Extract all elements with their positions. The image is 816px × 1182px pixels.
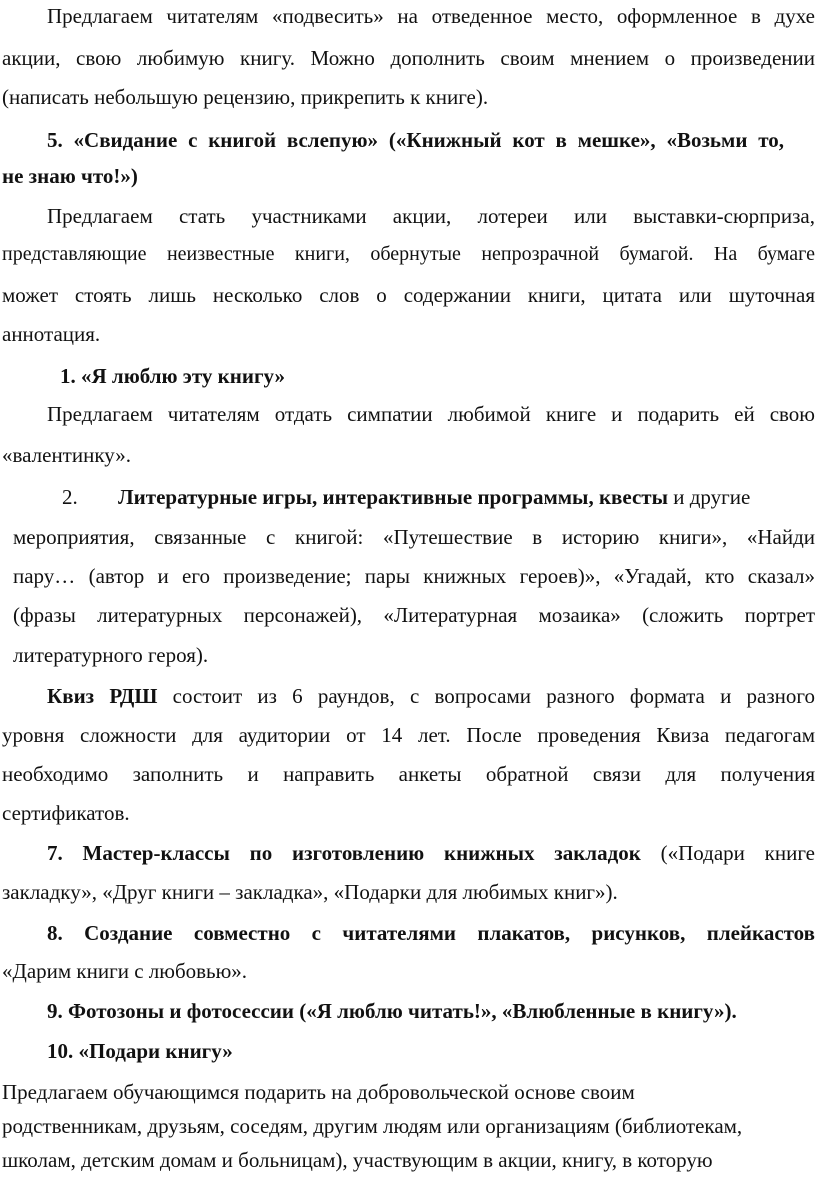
section-heading — [47, 923, 815, 944]
list-item-line: (фразы литературных персонажей), «Литературная мозаика» (сложить портрет — [13, 603, 815, 627]
list-item-line: мероприятия, связанные с книгой: «Путешествие в историю книги», «Найди — [13, 525, 815, 549]
heading-rest: («Подари книге — [640, 841, 815, 865]
heading-text: 9. Фотозоны и фотосессии («Я люблю читать!», «Влюбленные в книгу»). — [47, 999, 737, 1023]
paragraph-line: Предлагаем стать участниками акции, лотереи или выставки-сюрприза, — [47, 204, 815, 228]
paragraph-line: представляющие неизвестные книги, обернутые непрозрачной бумагой. На бумаге — [2, 243, 815, 265]
section-heading — [47, 1001, 737, 1022]
paragraph-line — [47, 686, 815, 707]
list-item-line: литературного героя). — [13, 643, 209, 667]
list-item-line: пару… (автор и его произведение; пары книжных героев)», «Угадай, кто сказал» — [13, 564, 815, 588]
paragraph-line: Предлагаем обучающимся подарить на добровольческой основе своим — [2, 1080, 635, 1104]
list-number: 2. — [62, 485, 78, 509]
heading-text: 5. «Свидание с книгой вслепую» («Книжный кот в мешке», «Возьми то, — [47, 128, 784, 152]
list-item-line — [118, 487, 750, 508]
paragraph-line: «валентинку». — [2, 443, 132, 467]
list-item-title: Литературные игры, интерактивные программы, квесты — [118, 485, 668, 509]
heading-text: 7. Мастер-классы по изготовлению книжных закладок — [47, 841, 641, 865]
section-heading — [47, 843, 815, 864]
quiz-text: состоит из 6 раундов, с вопросами разного формата и разного — [157, 684, 815, 708]
heading-text: 10. «Подари книгу» — [47, 1039, 233, 1063]
paragraph-line: необходимо заполнить и направить анкеты обратной связи для получения — [2, 762, 815, 786]
list-item-text: и другие — [668, 485, 751, 509]
paragraph-line: закладку», «Друг книги – закладка», «Подарки для любимых книг»). — [2, 880, 618, 904]
paragraph-line: сертификатов. — [2, 801, 130, 825]
paragraph-line: Предлагаем читателям отдать симпатии любимой книге и подарить ей свою — [47, 402, 815, 426]
section-heading — [60, 366, 285, 387]
paragraph-line: акции, свою любимую книгу. Можно дополнить своим мнением о произведении — [2, 46, 815, 70]
quiz-title: Квиз РДШ — [47, 684, 158, 708]
paragraph-line: родственникам, друзьям, соседям, другим людям или организациям (библиотекам, — [2, 1114, 743, 1138]
paragraph-line: Предлагаем читателям «подвесить» на отведенное место, оформленное в духе — [47, 4, 815, 28]
paragraph-line: аннотация. — [2, 322, 101, 346]
heading-text: не знаю что!») — [2, 164, 138, 188]
paragraph-line: может стоять лишь несколько слов о содержании книги, цитата или шуточная — [2, 283, 815, 307]
paragraph-line: школам, детским домам и больницам), участвующим в акции, книгу, в которую — [2, 1148, 713, 1172]
paragraph-line: «Дарим книги с любовью». — [2, 959, 248, 983]
heading-text: 1. «Я люблю эту книгу» — [60, 364, 286, 388]
section-heading — [47, 130, 784, 151]
paragraph-line: уровня сложности для аудитории от 14 лет. После проведения Квиза педагогам — [2, 723, 815, 747]
section-heading — [2, 166, 138, 187]
section-heading — [47, 1041, 233, 1062]
heading-text: 8. Создание совместно с читателями плакатов, рисунков, плейкастов — [47, 921, 815, 945]
paragraph-line: (написать небольшую рецензию, прикрепить к книге). — [2, 85, 489, 109]
